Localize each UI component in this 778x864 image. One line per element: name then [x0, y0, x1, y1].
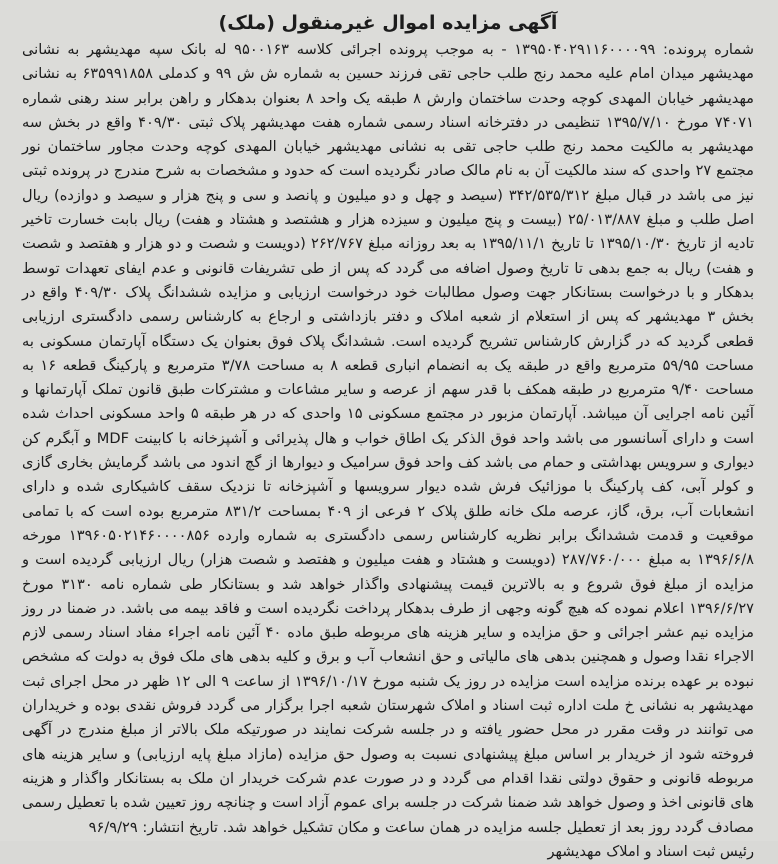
notice-signature: رئیس ثبت اسناد و املاک مهدیشهر	[547, 842, 754, 860]
notice-body: شماره پرونده: ۱۳۹۵۰۴۰۲۹۱۱۶۰۰۰۰۹۹ - به موجب پرونده اجرائی کلاسه ۹۵۰۰۱۶۳ له بانک سپه مهدیشهر به نشانی مهدیشهر میدان امام علیه محمد رنج طلب حاجی تقی فرزند حسین به شماره ش ش ۹۹ و کدملی ۶۳۵۹۹۱۸۵۸ به نشانی مهدیشهر خیابان المهدی کوچه وحدت ساختمان وارش ۸ طبقه یک واحد ۸ بعنوان بدهکار و راهن برابر سند رهنی شماره ۷۴۰۷۱ مورخ ۱۳۹۵/۷/۱۰ تنظیمی در دفترخانه اسناد رسمی شماره هفت مهدیشهر پلاک ثبتی ۴۰۹/۳۰ واقع در بخش سه مهدیشهر به مالکیت محمد رنج طلب حاجی تقی به نشانی مهدیشهر خیابان المهدی کوچه وحدت مجاور ساختمان نور مجتمع ۲۷ واحدی که سند مالکیت آن به نام مالک صادر نگردیده است که حدود و مشخصات به شرح مندرج در پرونده ثبتی نیز می باشد در قبال مبلغ ۳۴۲/۵۳۵/۳۱۲ (سیصد و چهل و دو میلیون و پانصد و سی و پنج هزار و سیصد و دوازده) ریال اصل طلب و مبلغ ۲۵/۰۱۳/۸۸۷ (بیست و پنج میلیون و سیزده هزار و هشتصد و هشتاد و هفت) ریال بابت خسارت تاخیر تادیه از تاریخ ۱۳۹۵/۱۰/۳۰ تا تاریخ ۱۳۹۵/۱۱/۱ به بعد روزانه مبلغ ۲۶۲/۷۶۷ (دویست و شصت و دو هزار و هفتصد و شصت و هفت) ریال به جمع بدهی تا تاریخ وصول اضافه می گردد که پس از طی تشریفات قانونی و عدم ایفای تعهدات توسط بدهکار و با درخواست بستانکار جهت وصول مطالبات خود درخواست ارزیابی و مزایده ششدانگ پلاک ۴۰۹/۳۰ واقع در بخش ۳ مهدیشهر که پس از استعلام از شعبه املاک و دفتر بازداشتی و ارجاع به کارشناس رسمی دادگستری ارزیابی قطعی گردید که در گزارش کارشناس تشریح گردیده است. ششدانگ پلاک فوق بعنوان یک دستگاه آپارتمان مسکونی به مساحت ۵۹/۹۵ مترمربع واقع در طبقه یک به انضمام انباری قطعه ۸ به مساحت ۳/۷۸ مترمربع و پارکینگ قطعه ۱۶ به مساحت ۹/۴۰ مترمربع در طبقه همکف با قدر سهم از عرصه و سایر مشاعات و مشترکات طبق قانون تملک آپارتمانها و آئین نامه اجرایی آن میباشد. آپارتمان مزبور در مجتمع مسکونی ۱۵ واحدی که در هر طبقه ۵ واحد مسکونی احداث شده است و دارای آسانسور می باشد واحد فوق الذکر یک اطاق خواب و هال پذیرائی و آشپزخانه با کابینت MDF و آبگرم کن دیواری و سرویس بهداشتی و حمام می باشد کف واحد فوق سرامیک و دیوارها از گچ اندود می باشد گرمایش بخاری گازی و کولر آبی، کف پارکینگ با موزائیک فرش شده دیوار سرویسها و آشپزخانه تا نزدیک سقف کاشیکاری شده و دارای انشعابات آب، برق، گاز، عرصه ملک خانه طلق پلاک ۲ فرعی از ۴۰۹ بمساحت ۸۳۱/۲ مترمربع بوده است که با تمامی موقعیت و قدمت ششدانگ برابر نظریه کارشناس رسمی دادگستری به شماره وارده ۱۳۹۶۰۵۰۲۱۴۶۰۰۰۰۸۵۶ مورخه ۱۳۹۶/۶/۸ به مبلغ ۲۸۷/۷۶۰/۰۰۰ (دویست و هشتاد و هفت میلیون و هفتصد و شصت هزار) ریال ارزیابی گردیده است و مزایده از مبلغ فوق شروع و به بالاترین قیمت پیشنهادی واگذار خواهد شد و بستانکار طی شماره نامه ۳۱۳۰ مورخ ۱۳۹۶/۶/۲۷ اعلام نموده که هیچ گونه وجهی از طرف بدهکار پرداخت نگردیده است و فاقد بیمه می باشد. در ضمنا در روز مزایده نیم عشر اجرائی و حق مزایده و سایر هزینه های مربوطه طبق ماده ۴۰ آئین نامه اجراء مفاد اسناد رسمی لازم الاجراء نقدا وصول و همچنین بدهی های مالیاتی و حق انشعاب آب و برق و کلیه بدهی های ملک فوق به دولت که مشخص نبوده بر عهده برنده مزایده است مزایده در روز یک شنبه مورخ ۱۳۹۶/۱۰/۱۷ از ساعت ۹ الی ۱۲ ظهر در محل اجرای ثبت مهدیشهر به نشانی خ ملت اداره ثبت اسناد و املاک شهرستان شعبه اجرا برگزار می گردد فروش نقدی بوده و خریداران می توانند در وقت مقرر در محل حضور یافته و در جلسه شرکت نمایند در صورتیکه ملک بالاتر از مبلغ مندرج در آگهی فروخته شود از خریدار بر اساس مبلغ پیشنهادی نسبت به وصول حق مزایده (مازاد مبلغ پایه ارزیابی) و سایر هزینه های مربوطه قانونی و حقوق دولتی نقدا اقدام می گردد و در صورت عدم شرکت خریدار ان ملک به بستانکار واگذار و هزینه های قانونی اخذ و وصول خواهد شد ضمنا شرکت در جلسه برای عموم آزاد است و چنانچه روز تعیین شده با تعطیل رسمی مصادف گردد روز بعد از تعطیل جلسه مزایده در همان ساعت و مکان تشکیل خواهد شد. تاریخ انتشار: ۹۶/۹/۲۹	[22, 41, 755, 836]
notice-title: آگهی مزایده اموال غیرمنقول (ملک)	[218, 12, 558, 34]
